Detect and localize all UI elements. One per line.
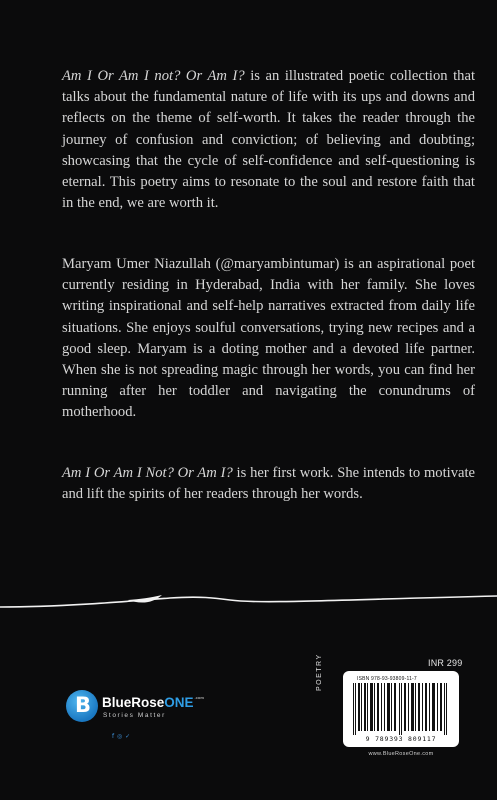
isbn-digits: 9 789393 809117: [365, 735, 437, 743]
publisher-name-main: BlueRose: [102, 695, 165, 710]
author-bio-paragraph: Maryam Umer Niazullah (@maryambintumar) is an aspirational poet currently residing in Hyderabad, India with her family. She loves writing inspirational and self-help narratives extracted from daily life situations. She enjoys soulful conversations, trying new recipes and a good sleep. Maryam is a doting mother and a devoted life partner. When she is not spreading magic through her words, you can find her running after her toddler and navigating the conundrums of motherhood.: [62, 256, 475, 421]
closing-title-italic: Am I Or Am I Not? Or Am I?: [62, 465, 233, 481]
synopsis-paragraph: [62, 66, 475, 214]
logo-letter: B: [75, 693, 92, 717]
publisher-website: www.BlueRoseOne.com: [368, 751, 434, 757]
book-title-italic: Am I Or Am I not? Or Am I?: [62, 68, 245, 84]
barcode-box: [343, 671, 459, 747]
price-label: INR 299: [428, 658, 463, 668]
category-label: POETRY: [316, 653, 323, 691]
publisher-name-sup: .com: [194, 695, 204, 700]
publisher-name: [102, 695, 204, 710]
publisher-name-accent: ONE: [164, 695, 194, 710]
synopsis-text: is an illustrated poetic collection that talks about the fundamental nature of life with its ups and downs and reflects on the theme of self-worth. It takes the reader through the journey of confusion and conviction; of believing and doubting; showcasing that the cycle of self-confidence and self-questioning is eternal. This poetry aims to resonate to the soul and restore faith that in the end, we are worth it.: [62, 68, 476, 212]
publisher-tagline: Stories Matter: [103, 712, 166, 719]
isbn-label: ISBN 978-93-93809-11-7: [357, 676, 417, 682]
closing-paragraph: [62, 463, 475, 505]
publisher-logo: [66, 690, 206, 726]
barcode-icon: [351, 683, 451, 735]
closing-text: is her first work. She intends to motivate and lift the spirits of her readers through her words.: [62, 465, 476, 503]
social-icons: f ◎ ✓: [112, 733, 131, 740]
decorative-wave-line: [0, 580, 497, 620]
